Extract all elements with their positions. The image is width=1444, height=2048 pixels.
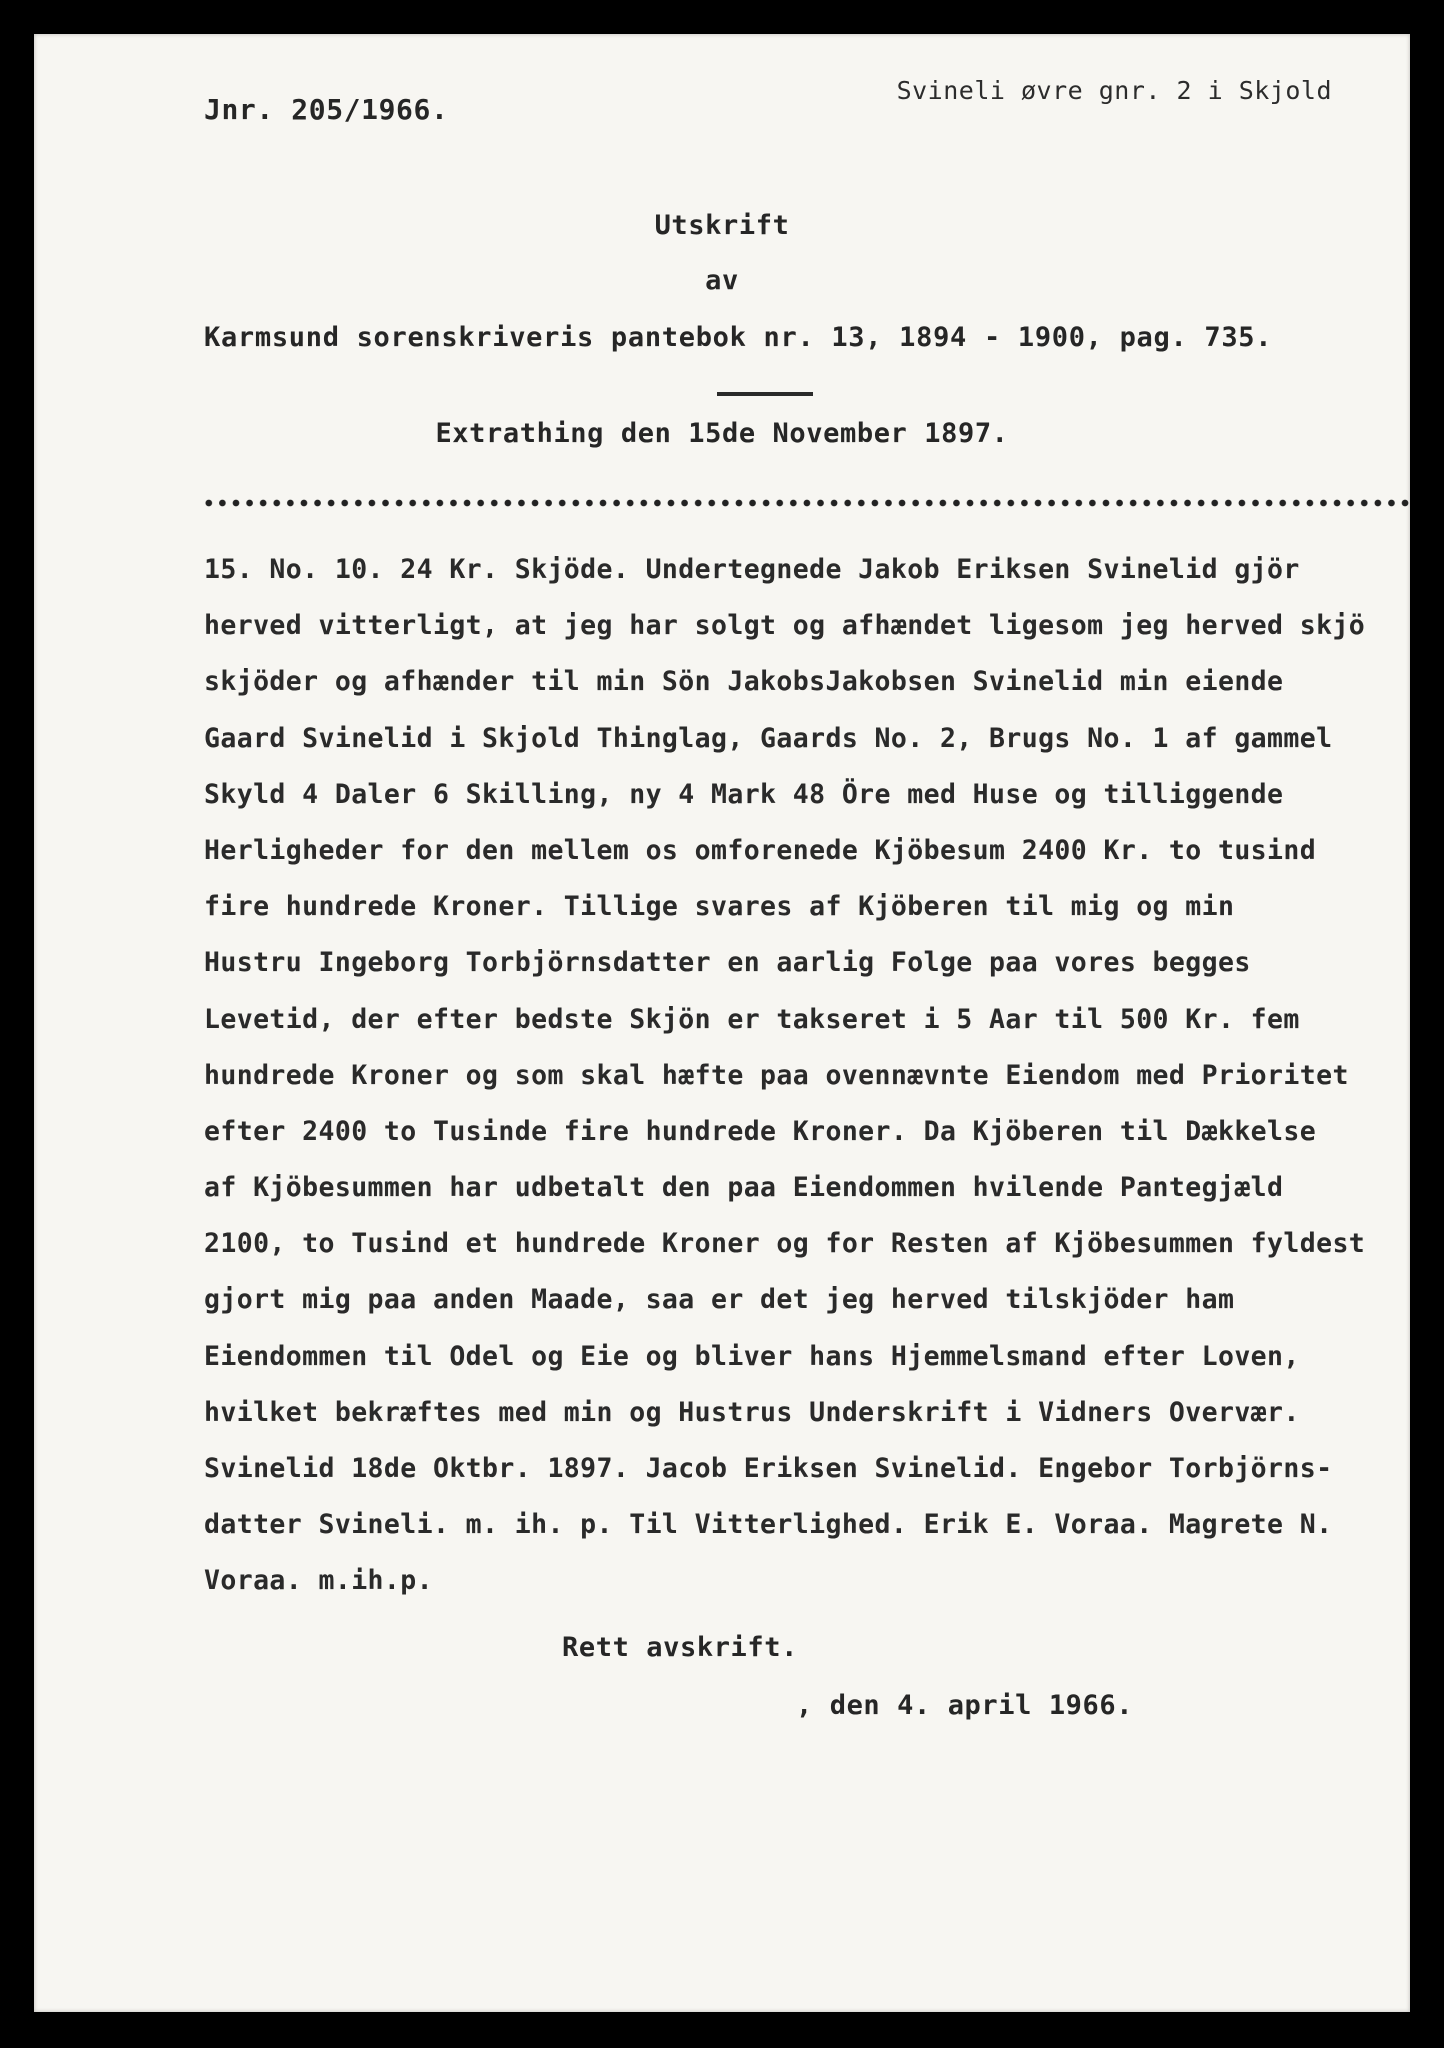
body-line: herved vitterligt, at jeg har solgt og afhændet ligesom jeg herved skjö xyxy=(204,610,1366,642)
body-line: datter Svineli. m. ih. p. Til Vitterlighed. Erik E. Voraa. Magrete N. xyxy=(204,1509,1333,1541)
session-heading: Extrathing den 15de November 1897. xyxy=(435,418,1009,449)
certification-text: Rett avskrift. xyxy=(562,1632,798,1663)
body-line: hvilket bekræftes med min og Hustrus Underskrift i Vidners Overvær. xyxy=(204,1396,1300,1428)
body-line: fire hundrede Kroner. Tillige svares af Kjöberen til mig og min xyxy=(204,891,1235,923)
document-sheet xyxy=(34,34,1410,2012)
body-line: Gaard Svinelid i Skjold Thinglag, Gaards No. 2, Brugs No. 1 af gammel xyxy=(204,722,1333,754)
certification-date: , den 4. april 1966. xyxy=(796,1690,1134,1721)
body-line: skjöder og afhænder til min Sön JakobsJakobsen Svinelid min eiende xyxy=(204,666,1284,698)
property-title: Svineli øvre gnr. 2 i Skjold xyxy=(896,76,1332,105)
journal-number: Jnr. 205/1966. xyxy=(204,93,449,126)
body-line: 15. No. 10. 24 Kr. Skjöde. Undertegnede Jakob Eriksen Svinelid gjör xyxy=(204,554,1300,585)
body-line: hundrede Kroner og som skal hæfte paa ovennævnte Eiendom med Prioritet xyxy=(204,1059,1349,1091)
body-line: Svinelid 18de Oktbr. 1897. Jacob Eriksen Svinelid. Engebor Torbjörns- xyxy=(204,1453,1333,1484)
transcription-body xyxy=(204,542,1410,1610)
underline-mark xyxy=(717,392,813,396)
body-line: Skyld 4 Daler 6 Skilling, ny 4 Mark 48 Öre med Huse og tilliggende xyxy=(204,778,1284,810)
dotted-separator xyxy=(202,496,1410,510)
body-line: af Kjöbesummen har udbetalt den paa Eiendommen hvilende Pantegjæld xyxy=(204,1172,1284,1204)
body-line: Hustru Ingeborg Torbjörnsdatter en aarlig Folge paa vores begges xyxy=(204,947,1251,979)
body-line: efter 2400 to Tusinde fire hundrede Kroner. Da Kjöberen til Dækkelse xyxy=(204,1115,1317,1147)
body-line: gjort mig paa anden Maade, saa er det jeg herved tilskjöder ham xyxy=(204,1284,1235,1316)
body-line: 2100, to Tusind et hundrede Kroner og for Resten af Kjöbesummen fyldest xyxy=(204,1228,1366,1260)
title-source-book: Karmsund sorenskriveris pantebok nr. 13, 1894 - 1900, pag. 735. xyxy=(204,322,1273,353)
body-line: Eiendommen til Odel og Eie og bliver hans Hjemmelsmand efter Loven, xyxy=(204,1340,1300,1372)
body-line: Herligheder for den mellem os omforenede Kjöbesum 2400 Kr. to tusind xyxy=(204,834,1317,866)
body-line: Voraa. m.ih.p. xyxy=(204,1565,433,1597)
title-utskrift: Utskrift xyxy=(654,210,790,241)
title-av: av xyxy=(705,265,739,296)
body-line: Levetid, der efter bedste Skjön er takseret i 5 Aar til 500 Kr. fem xyxy=(204,1003,1300,1035)
